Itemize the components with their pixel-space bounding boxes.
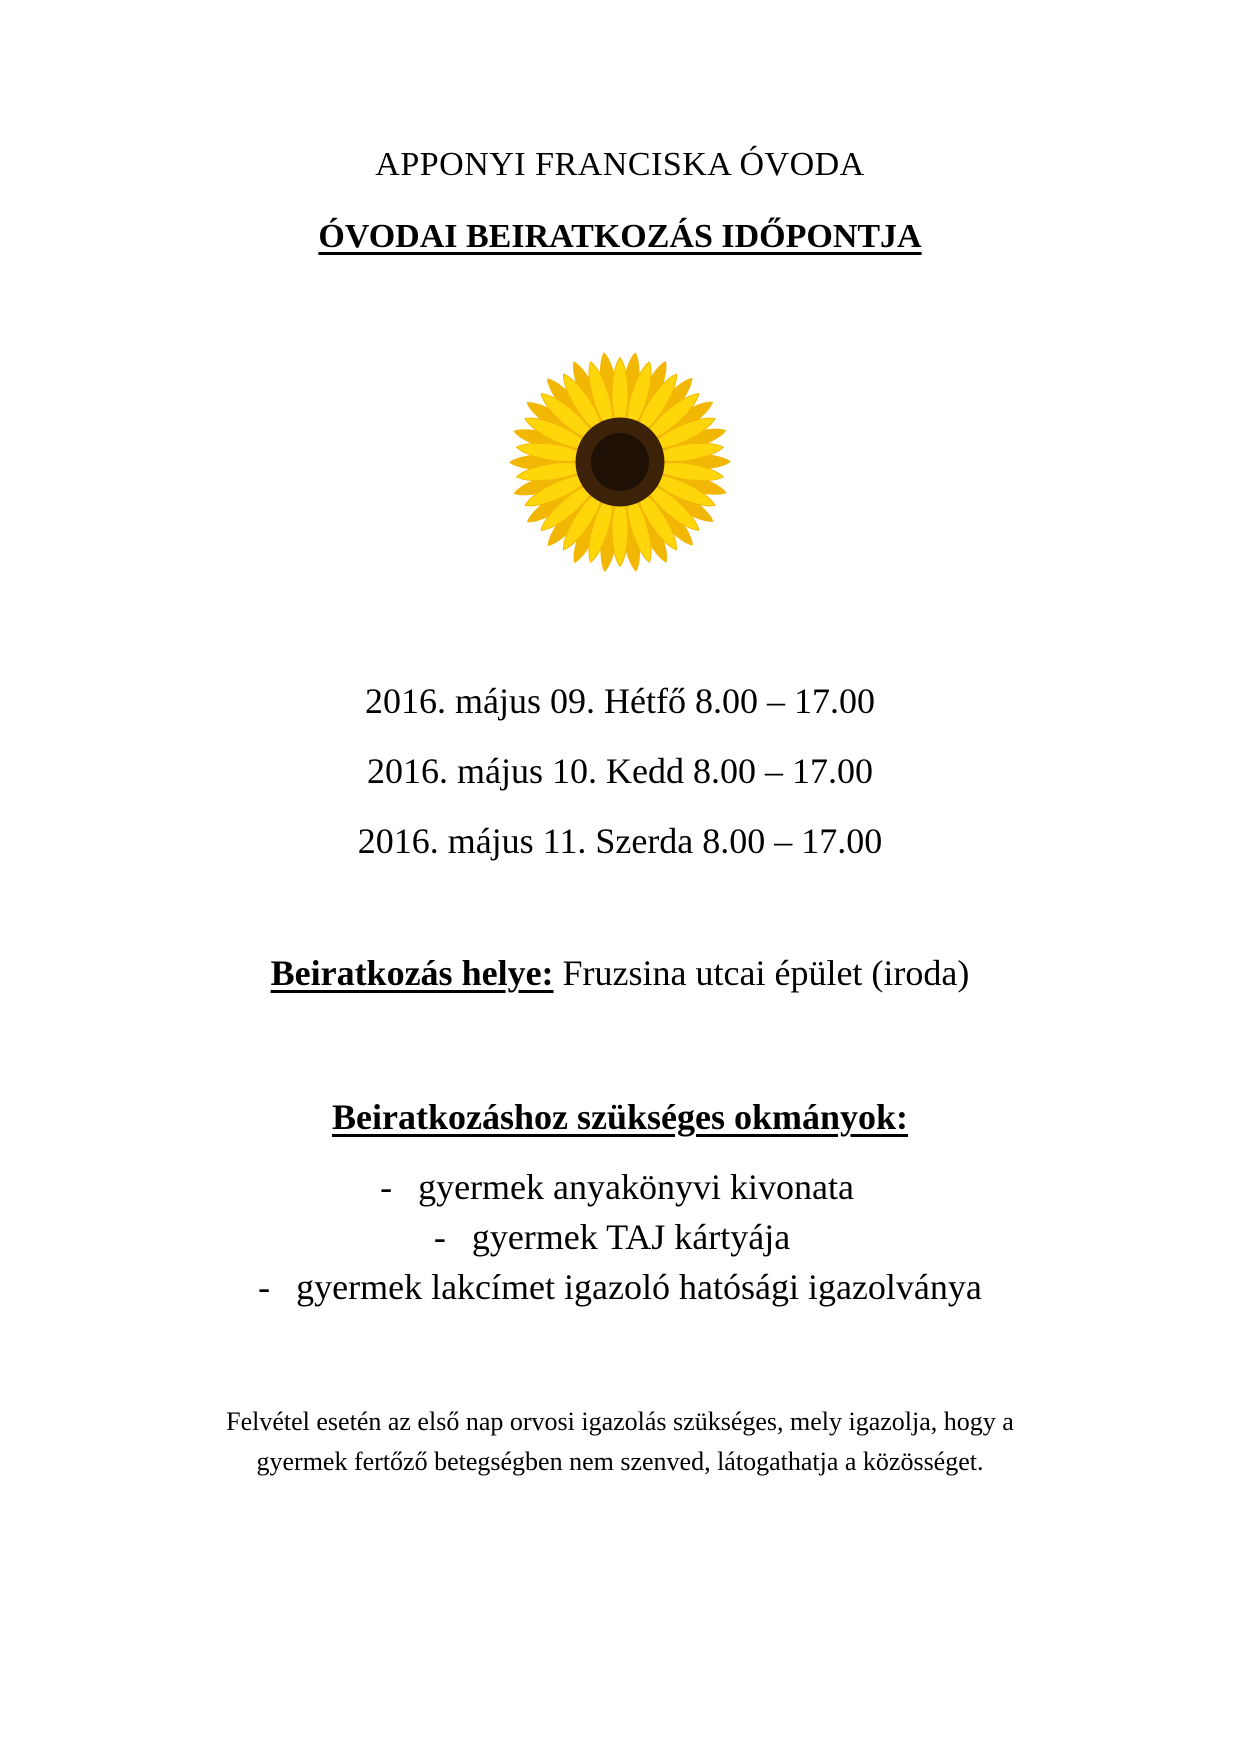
documents-heading <box>0 1096 1240 1138</box>
medical-note-line-2: gyermek fertőző betegségben nem szenved, látogathatja a közösséget. <box>256 1447 984 1476</box>
sunflower-petal <box>612 497 628 567</box>
enrollment-place <box>0 952 1240 994</box>
schedule-date-3: 2016. május 11. Szerda 8.00 – 17.00 <box>357 821 883 861</box>
document-item-3 <box>0 1266 1240 1308</box>
enrollment-place-value: Fruzsina utcai épület (iroda) <box>562 953 970 993</box>
page-title <box>0 218 1240 256</box>
sunflower-petal <box>612 358 628 428</box>
list-bullet: - <box>258 1267 271 1307</box>
school-name: APPONYI FRANCISKA ÓVODA <box>375 146 865 183</box>
page-title-text: ÓVODAI BEIRATKOZÁS IDŐPONTJA <box>318 218 922 255</box>
document-item-1 <box>0 1166 1237 1208</box>
documents-heading-text: Beiratkozáshoz szükséges okmányok: <box>331 1097 909 1137</box>
enrollment-place-label: Beiratkozás helye: <box>270 953 554 993</box>
list-bullet: - <box>433 1217 446 1257</box>
sunflower-icon <box>504 346 736 578</box>
sunflower-center-core <box>591 433 649 491</box>
schedule-date-1: 2016. május 09. Hétfő 8.00 – 17.00 <box>365 681 875 721</box>
medical-note-line-1: Felvétel esetén az első nap orvosi igazolás szükséges, mely igazolja, hogy a <box>226 1407 1014 1436</box>
document-item-2 <box>0 1216 1232 1258</box>
list-bullet: - <box>380 1167 393 1207</box>
document-item-label: gyermek anyakönyvi kivonata <box>418 1167 854 1207</box>
schedule-date-2: 2016. május 10. Kedd 8.00 – 17.00 <box>367 751 873 791</box>
document-item-label: gyermek TAJ kártyája <box>471 1217 791 1257</box>
document-item-label: gyermek lakcímet igazoló hatósági igazolványa <box>296 1267 982 1307</box>
